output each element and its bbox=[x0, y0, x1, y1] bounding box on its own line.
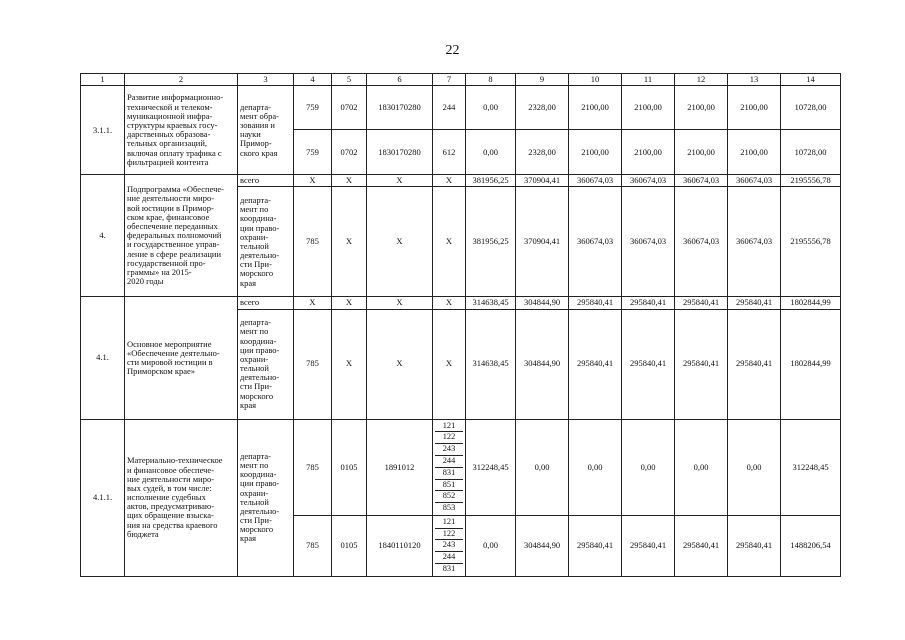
cell: X bbox=[367, 297, 433, 309]
cell: X bbox=[332, 297, 367, 309]
code-cell: 122 bbox=[435, 529, 463, 541]
cell: 360674,03 bbox=[675, 175, 728, 187]
header-cell: 11 bbox=[622, 74, 675, 86]
cell: X bbox=[367, 309, 433, 419]
header-cell: 10 bbox=[569, 74, 622, 86]
code-cell: 851 bbox=[435, 480, 463, 492]
row-executor: департа- мент обра- зования и науки Примор- ского края bbox=[238, 86, 294, 175]
cell: 304844,90 bbox=[516, 515, 569, 576]
cell: 295840,41 bbox=[622, 297, 675, 309]
code-cell: 853 bbox=[442, 503, 456, 513]
cell: 1891012 bbox=[367, 419, 433, 515]
cell: 360674,03 bbox=[569, 175, 622, 187]
cell: X bbox=[294, 175, 332, 187]
row-number: 4.1.1. bbox=[81, 419, 125, 576]
cell: 2100,00 bbox=[728, 130, 781, 175]
cell: 2100,00 bbox=[675, 86, 728, 130]
cell: 0105 bbox=[332, 515, 367, 576]
cell: 1802844,99 bbox=[781, 297, 841, 309]
header-cell: 7 bbox=[433, 74, 466, 86]
cell: 295840,41 bbox=[569, 297, 622, 309]
cell: 314638,45 bbox=[466, 297, 516, 309]
cell: 295840,41 bbox=[622, 309, 675, 419]
cell: 0105 bbox=[332, 419, 367, 515]
cell: 314638,45 bbox=[466, 309, 516, 419]
cell: X bbox=[433, 175, 466, 187]
cell: 2100,00 bbox=[569, 130, 622, 175]
cell: 295840,41 bbox=[728, 297, 781, 309]
header-cell: 5 bbox=[332, 74, 367, 86]
row-number: 3.1.1. bbox=[81, 86, 125, 175]
cell: 295840,41 bbox=[569, 309, 622, 419]
cell: 360674,03 bbox=[622, 175, 675, 187]
cell: 0702 bbox=[332, 130, 367, 175]
code-cell: 243 bbox=[435, 444, 463, 456]
cell: 0,00 bbox=[466, 130, 516, 175]
code-cell: 121 bbox=[435, 421, 463, 433]
row-name: Развитие информационно- технической и телеком- муникационной инфра- структуры краевых госу- дарственных образова- тельных организаций, включая оплату трафика с фильтрацией контента bbox=[125, 86, 238, 175]
table-row bbox=[81, 86, 841, 130]
budget-table bbox=[80, 73, 841, 577]
row-executor: департа- мент по координа- ции право- охрани- тельной деятельно- сти При- морского края bbox=[238, 187, 294, 297]
row-executor: департа- мент по координа- ции право- охрани- тельной деятельно- сти При- морского края bbox=[238, 309, 294, 419]
header-cell: 3 bbox=[238, 74, 294, 86]
cell: 312248,45 bbox=[466, 419, 516, 515]
cell: 312248,45 bbox=[781, 419, 841, 515]
cell: 295840,41 bbox=[728, 515, 781, 576]
cell: 360674,03 bbox=[569, 187, 622, 297]
code-cell: 831 bbox=[442, 564, 456, 574]
code-cell: 244 bbox=[435, 552, 463, 564]
cell: 2100,00 bbox=[622, 86, 675, 130]
cell: 10728,00 bbox=[781, 86, 841, 130]
cell: 1830170280 bbox=[367, 86, 433, 130]
cell: X bbox=[433, 309, 466, 419]
header-cell: 14 bbox=[781, 74, 841, 86]
cell: X bbox=[332, 187, 367, 297]
cell: X bbox=[332, 175, 367, 187]
cell: 360674,03 bbox=[675, 187, 728, 297]
cell: 0,00 bbox=[516, 419, 569, 515]
header-cell: 9 bbox=[516, 74, 569, 86]
header-cell: 6 bbox=[367, 74, 433, 86]
cell: 2100,00 bbox=[728, 86, 781, 130]
header-cell: 4 bbox=[294, 74, 332, 86]
cell: X bbox=[367, 187, 433, 297]
cell: 0,00 bbox=[466, 515, 516, 576]
table-row bbox=[81, 175, 841, 187]
cell: 1488206,54 bbox=[781, 515, 841, 576]
cell: 360674,03 bbox=[728, 175, 781, 187]
cell: 0702 bbox=[332, 86, 367, 130]
code-cell: 831 bbox=[435, 468, 463, 480]
cell: X bbox=[367, 175, 433, 187]
code-cell: 852 bbox=[435, 491, 463, 503]
header-cell: 1 bbox=[81, 74, 125, 86]
cell: 0,00 bbox=[728, 419, 781, 515]
cell: 1830170280 bbox=[367, 130, 433, 175]
row-name: Основное мероприятие «Обеспечение деятельно- сти мировой юстиции в Приморском крае» bbox=[125, 297, 238, 419]
cell: 0,00 bbox=[675, 419, 728, 515]
cell: 2328,00 bbox=[516, 86, 569, 130]
header-cell: 2 bbox=[125, 74, 238, 86]
cell: X bbox=[433, 297, 466, 309]
cell: 295840,41 bbox=[675, 309, 728, 419]
cell: 785 bbox=[294, 515, 332, 576]
cell: 304844,90 bbox=[516, 297, 569, 309]
cell: 295840,41 bbox=[622, 515, 675, 576]
header-cell: 12 bbox=[675, 74, 728, 86]
cell: 2100,00 bbox=[569, 86, 622, 130]
cell: 1840110120 bbox=[367, 515, 433, 576]
cell: 2328,00 bbox=[516, 130, 569, 175]
cell: 785 bbox=[294, 187, 332, 297]
cell: 244 bbox=[433, 86, 466, 130]
expense-type-codes bbox=[433, 515, 466, 576]
table-row bbox=[81, 419, 841, 515]
row-executor: департа- мент по координа- ции право- охрани- тельной деятельно- сти При- морского края bbox=[238, 419, 294, 576]
cell: 360674,03 bbox=[728, 187, 781, 297]
cell: 360674,03 bbox=[622, 187, 675, 297]
cell: 10728,00 bbox=[781, 130, 841, 175]
cell: 295840,41 bbox=[675, 515, 728, 576]
cell: 759 bbox=[294, 130, 332, 175]
cell: 295840,41 bbox=[728, 309, 781, 419]
code-cell: 122 bbox=[435, 432, 463, 444]
code-cell: 243 bbox=[435, 540, 463, 552]
cell: 0,00 bbox=[569, 419, 622, 515]
row-number: 4.1. bbox=[81, 297, 125, 419]
cell: 370904,41 bbox=[516, 175, 569, 187]
cell: 1802844,99 bbox=[781, 309, 841, 419]
cell: 2195556,78 bbox=[781, 175, 841, 187]
cell: 2100,00 bbox=[675, 130, 728, 175]
cell: 2100,00 bbox=[622, 130, 675, 175]
cell: 0,00 bbox=[622, 419, 675, 515]
expense-type-codes bbox=[433, 419, 466, 515]
row-name: Подпрограмма «Обеспече- ние деятельности миро- вой юстиции в Примор- ском крае, финансовое обеспечение переданных федеральных полномочий и государственное управ- ление в сфере реализации государственной про- граммы» на 2015- 2020 годы bbox=[125, 175, 238, 297]
total-label: всего bbox=[238, 175, 294, 187]
row-number: 4. bbox=[81, 175, 125, 297]
cell: 381956,25 bbox=[466, 187, 516, 297]
cell: 381956,25 bbox=[466, 175, 516, 187]
cell: X bbox=[294, 297, 332, 309]
code-cell: 121 bbox=[435, 517, 463, 529]
page-number: 22 bbox=[445, 43, 460, 58]
cell: 785 bbox=[294, 309, 332, 419]
cell: 2195556,78 bbox=[781, 187, 841, 297]
table-row bbox=[81, 297, 841, 309]
total-label: всего bbox=[238, 297, 294, 309]
cell: 785 bbox=[294, 419, 332, 515]
row-name: Материально-техническое и финансовое обеспече- ние деятельности миро- вых судей, в том числе: исполнение судебных актов, предусматриваю- щих обращение взыска- ния на средства краевого бюджета bbox=[125, 419, 238, 576]
cell: 0,00 bbox=[466, 86, 516, 130]
cell: 759 bbox=[294, 86, 332, 130]
cell: 295840,41 bbox=[675, 297, 728, 309]
cell: 304844,90 bbox=[516, 309, 569, 419]
header-cell: 8 bbox=[466, 74, 516, 86]
code-cell: 244 bbox=[435, 456, 463, 468]
cell: X bbox=[332, 309, 367, 419]
cell: 612 bbox=[433, 130, 466, 175]
header-cell: 13 bbox=[728, 74, 781, 86]
cell: X bbox=[433, 187, 466, 297]
cell: 295840,41 bbox=[569, 515, 622, 576]
cell: 370904,41 bbox=[516, 187, 569, 297]
table-header-row bbox=[81, 74, 841, 86]
